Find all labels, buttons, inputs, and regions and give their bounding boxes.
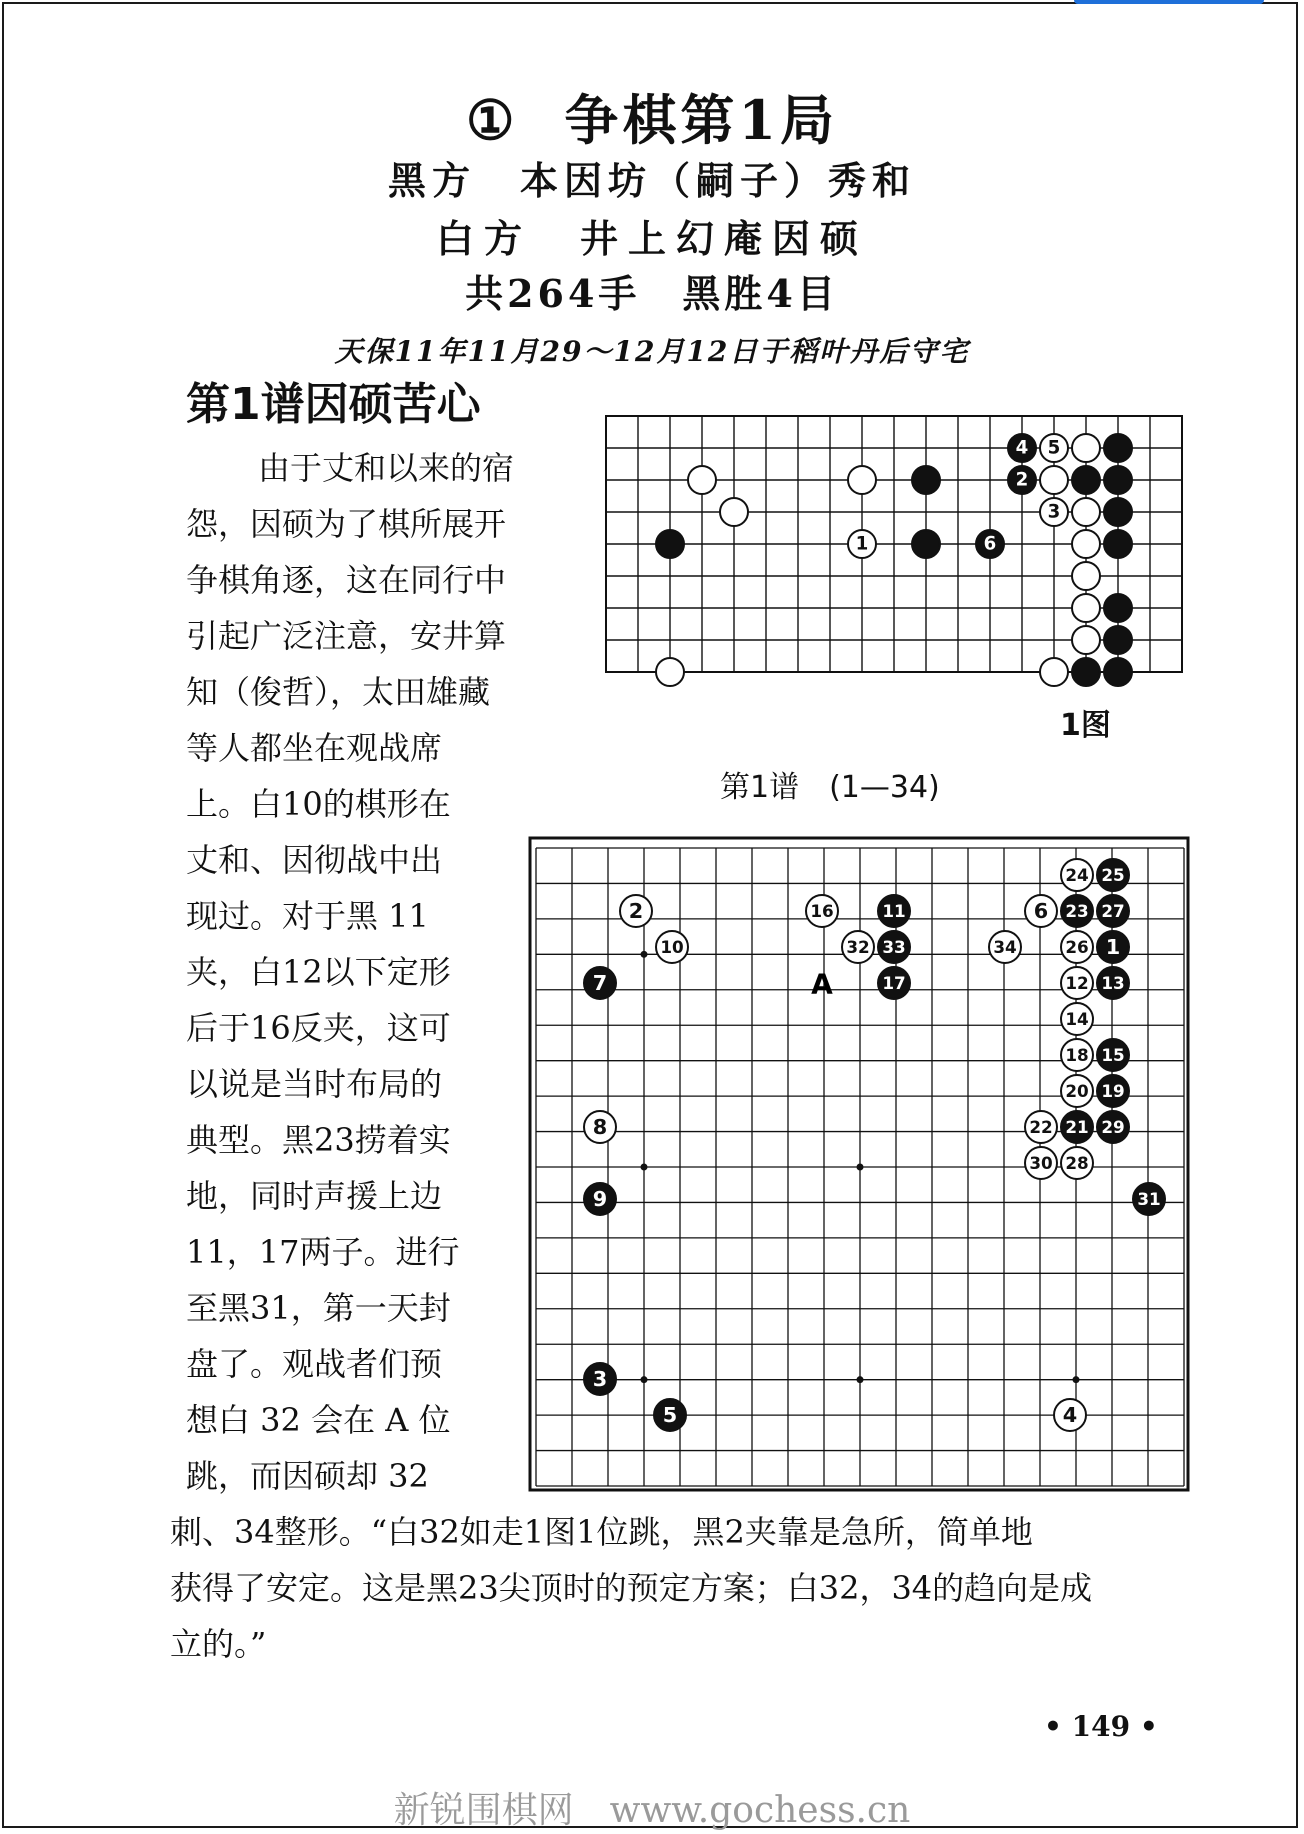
stone-numbered (878, 931, 910, 963)
stone-number-label: 31 (1137, 1189, 1161, 1209)
stone-number-label: 3 (592, 1367, 608, 1391)
stone-numbered (1025, 895, 1057, 927)
text-line: 地，同时声援上边 (186, 1177, 443, 1215)
text-line: 夹，白12以下定形 (186, 953, 451, 991)
stone-number-label: 23 (1065, 901, 1089, 921)
text-line: 盘了。观战者们预 (186, 1345, 443, 1383)
text-line: 获得了安定。这是黑23尖顶时的预定方案；白32，34的趋向是成 (170, 1569, 1093, 1607)
stone-numbered (584, 1363, 616, 1395)
text-line: 想白 32 会在 A 位 (186, 1401, 451, 1439)
star-point (641, 1164, 648, 1171)
stone-numbered (1097, 931, 1129, 963)
stone-number-label: 8 (592, 1115, 608, 1139)
marker-a: A (811, 967, 833, 1001)
stone-numbered (1061, 1039, 1093, 1071)
stone-numbered (806, 895, 838, 927)
stone-numbered (1097, 1075, 1129, 1107)
date-place: 天保11年11月29～12月12日于稻叶丹后守宅 (334, 335, 970, 368)
stone-numbered (656, 931, 688, 963)
game-number: ① (466, 88, 519, 152)
stone-number-label: 5 (1047, 437, 1061, 459)
stone-numbered (1061, 1075, 1093, 1107)
stone-number-label: 13 (1101, 973, 1125, 993)
text-line: 引起广泛注意，安井算 (186, 617, 507, 655)
stone-number-label: 7 (592, 971, 608, 995)
game-result: 共264手 黑胜4目 (465, 271, 839, 316)
stone-numbered (989, 931, 1021, 963)
site-watermark: 新锐围棋网 www.gochess.cn (393, 1790, 911, 1831)
stone-number-label: 25 (1101, 865, 1125, 885)
text-line: 现过。对于黑 11 (186, 897, 429, 935)
stone-number-label: 1 (855, 533, 869, 555)
stone-number-label: 22 (1029, 1117, 1053, 1137)
text-line: 上。白10的棋形在 (186, 785, 451, 823)
stone-number-label: 4 (1015, 437, 1029, 459)
stone-numbered (1025, 1111, 1057, 1143)
stone-number-label: 5 (662, 1403, 678, 1427)
stone-numbered (1133, 1183, 1165, 1215)
stone-number-label: 14 (1065, 1009, 1089, 1029)
section-heading: 第1谱因硕苦心 (186, 379, 481, 430)
stone-numbered (1097, 895, 1129, 927)
stone-number-label: 27 (1101, 901, 1125, 921)
text-line: 丈和、因彻战中出 (186, 841, 443, 879)
stone-number-label: 10 (660, 937, 684, 957)
stone-number-label: 9 (592, 1187, 608, 1211)
stone-number-label: 29 (1101, 1117, 1125, 1137)
stone-number-label: 19 (1101, 1081, 1125, 1101)
figure-1-caption: 1图 (1060, 708, 1111, 743)
stone-number-label: 15 (1101, 1045, 1125, 1065)
text-line: 以说是当时布局的 (186, 1065, 443, 1103)
stone-numbered (1054, 1399, 1086, 1431)
star-point (1073, 1376, 1080, 1383)
stone-numbered (878, 967, 910, 999)
text-line: 跳，而因硕却 32 (186, 1457, 429, 1495)
page-number: • 149 • (1044, 1710, 1158, 1743)
star-point (857, 1164, 864, 1171)
stone-number-label: 18 (1065, 1045, 1089, 1065)
stone-number-label: 16 (810, 901, 834, 921)
stone-numbered (1061, 1003, 1093, 1035)
stone-numbered (1097, 1039, 1129, 1071)
text-line: 立的。” (170, 1625, 267, 1663)
text-line: 怨，因硕为了棋所展开 (186, 505, 507, 543)
stone-numbered (654, 1399, 686, 1431)
stone-numbered (1061, 859, 1093, 891)
text-line: 典型。黑23捞着实 (186, 1121, 451, 1159)
stone-number-label: 17 (882, 973, 906, 993)
stone-number-label: 32 (846, 937, 870, 957)
stone-number-label: 12 (1065, 973, 1089, 993)
stone-number-label: 6 (1033, 899, 1049, 923)
stone-number-label: 28 (1065, 1153, 1089, 1173)
text-line: 刺、34整形。“白32如走1图1位跳，黑2夹靠是急所，简单地 (170, 1513, 1033, 1551)
stone-numbered (1097, 967, 1129, 999)
figure-2-stones (584, 859, 1165, 1431)
stone-number-label: 20 (1065, 1081, 1089, 1101)
text-line: 至黑31，第一天封 (186, 1289, 451, 1327)
star-point (641, 1376, 648, 1383)
stone-number-label: 11 (882, 901, 906, 921)
star-point (857, 1376, 864, 1383)
stone-numbered (584, 967, 616, 999)
stone-number-label: 2 (628, 899, 644, 923)
star-point (641, 951, 648, 958)
stone-number-label: 6 (983, 533, 997, 555)
stone-numbered (620, 895, 652, 927)
stone-numbered (1061, 967, 1093, 999)
text-line: 后于16反夹，这可 (186, 1009, 451, 1047)
white-player: 白方 井上幻庵因硕 (435, 216, 868, 261)
text-line: 知（俊哲），太田雄藏 (186, 673, 491, 711)
stone-numbered (1061, 1147, 1093, 1179)
stone-numbered (1097, 1111, 1129, 1143)
text-line: 争棋角逐，这在同行中 (186, 561, 507, 599)
stone-number-label: 1 (1105, 935, 1121, 959)
black-player: 黑方 本因坊（嗣子）秀和 (387, 158, 916, 203)
text-line: 11，17两子。进行 (186, 1233, 460, 1271)
figure-2-title: 第1谱 (1—34) (720, 770, 940, 805)
stone-numbered (1097, 859, 1129, 891)
stone-number-label: 33 (882, 937, 906, 957)
stone-number-label: 2 (1015, 469, 1029, 491)
stone-numbered (878, 895, 910, 927)
stone-numbered (1061, 895, 1093, 927)
stone-number-label: 34 (993, 937, 1017, 957)
game-title-text: 争棋第1局 (564, 88, 838, 152)
stone-number-label: 26 (1065, 937, 1089, 957)
text-line: 等人都坐在观战席 (186, 729, 443, 767)
stone-number-label: 4 (1062, 1403, 1078, 1427)
stone-number-label: 21 (1065, 1117, 1089, 1137)
stone-numbered (1061, 931, 1093, 963)
stone-number-label: 3 (1047, 501, 1061, 523)
stone-number-label: 30 (1029, 1153, 1053, 1173)
text-line: 由于丈和以来的宿 (258, 449, 515, 487)
stone-numbered (842, 931, 874, 963)
stone-numbered (1061, 1111, 1093, 1143)
stone-numbered (584, 1111, 616, 1143)
stone-number-label: 24 (1065, 865, 1089, 885)
stone-numbered (584, 1183, 616, 1215)
stone-numbered (1025, 1147, 1057, 1179)
